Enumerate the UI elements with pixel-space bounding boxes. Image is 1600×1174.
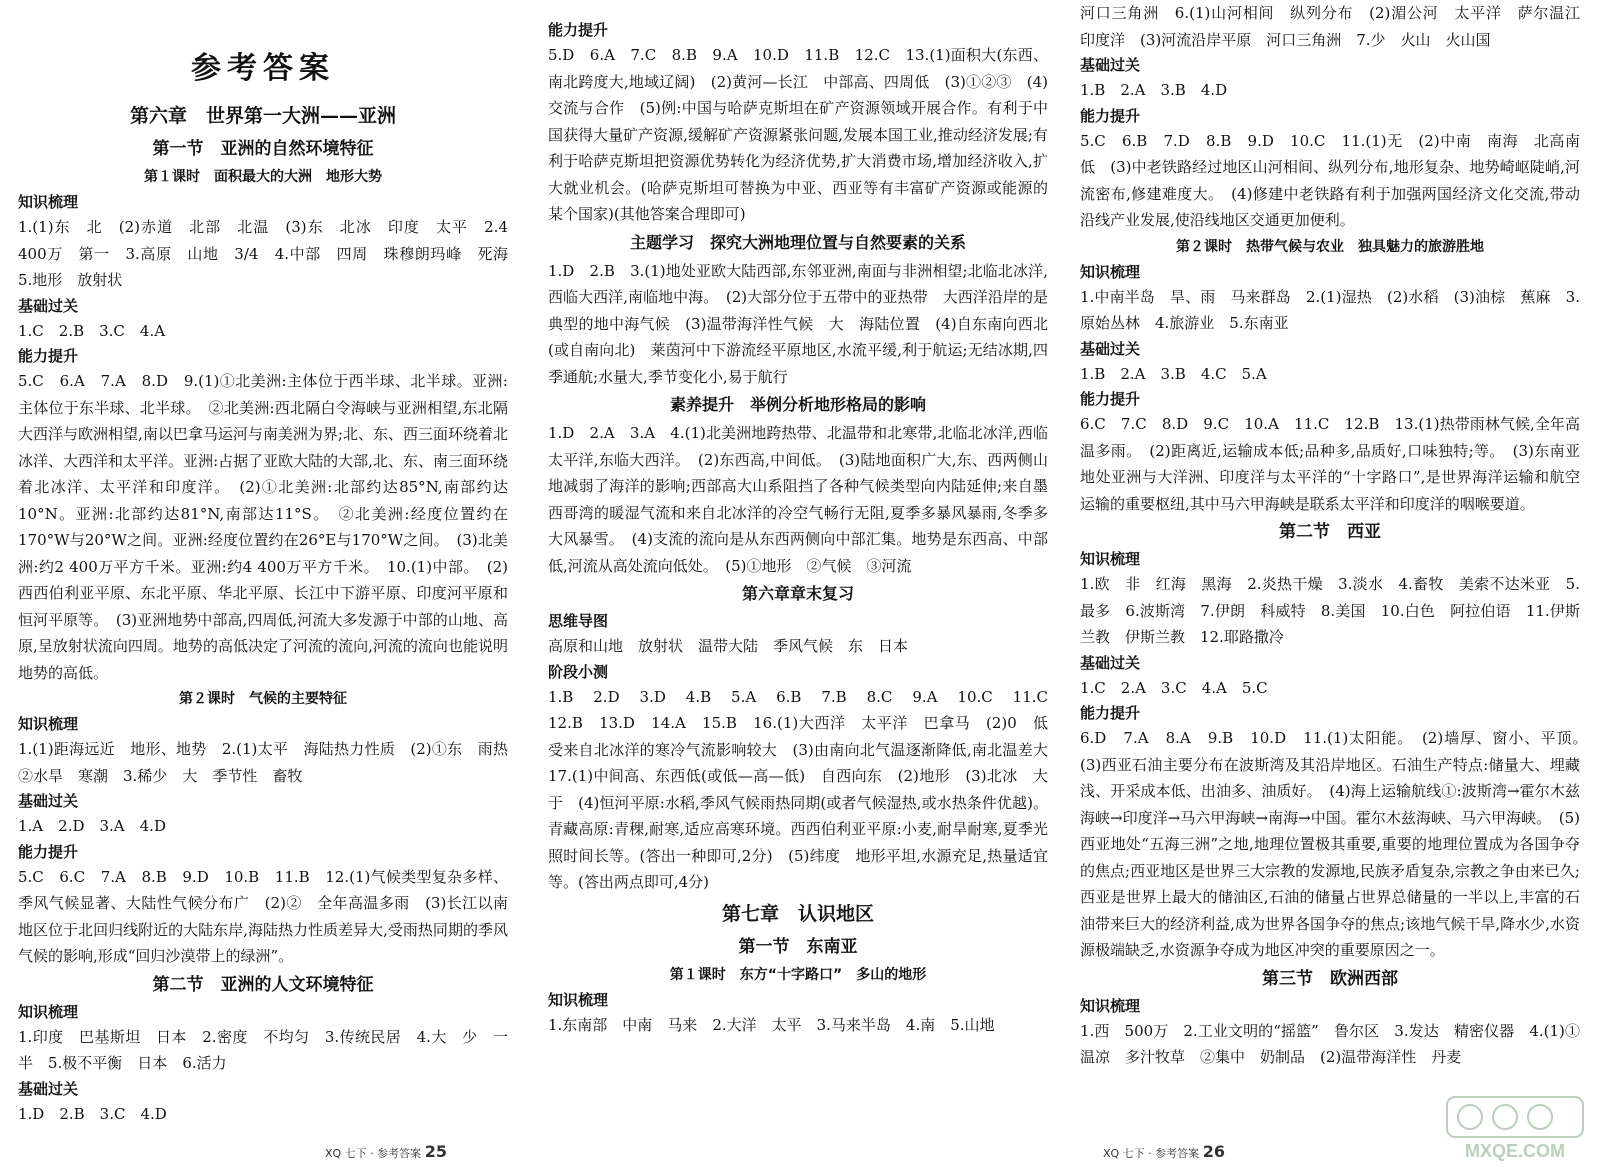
topic-heading: 主题学习 探究大洲地理位置与自然要素的关系 [629, 232, 966, 252]
section-heading: 第一节 亚洲的自然环境特征 [152, 139, 374, 159]
lesson-heading: 第１课时 东方“十字路口” 多山的地形 [669, 966, 927, 983]
subsection-label: 基础过关 [18, 1079, 79, 1098]
subsection-label: 知识梳理 [1080, 550, 1141, 568]
subsection-label: 能力提升 [548, 21, 609, 39]
subsection-label: 思维导图 [548, 612, 609, 630]
footer-left [325, 1142, 447, 1161]
section-heading: 第二节 西亚 [1279, 522, 1381, 542]
page-number-right: 26 [1202, 1142, 1225, 1161]
subsection-label: 知识梳理 [548, 990, 609, 1009]
answer-paragraph: 6.C 7.C 8.D 9.C 10.A 11.C 12.B 13.(1)热带雨林气候,全年高温多雨。 (2)距离近,运输成本低;品种多,品质好,口味独特;等。 (3)东南亚地处亚洲与大洋洲、印度洋与太平洋的“十字路口”,是世界海洋运输和航空运输的重要枢纽,其中马六甲海峡是联系太平洋和印度洋的咽喉要道。 [1080, 415, 1580, 513]
section-heading: 第二节 亚洲的人文环境特征 [152, 974, 374, 995]
subsection-label: 能力提升 [1080, 704, 1141, 722]
topic-heading: 素养提升 举例分析地形格局的影响 [669, 395, 926, 414]
section-heading: 第三节 欧洲西部 [1262, 968, 1398, 989]
subsection-label: 知识梳理 [18, 715, 79, 733]
answer-paragraph: 1.印度 巴基斯坦 日本 2.密度 不均匀 3.传统民居 4.大 少 一半 5.极不平衡 日本 6.活力 [18, 1027, 508, 1072]
subsection-label: 知识梳理 [18, 193, 79, 211]
subsection-label: 能力提升 [1080, 106, 1141, 125]
answer-paragraph: 高原和山地 放射状 温带大陆 季风气候 东 日本 [548, 637, 909, 655]
topic-heading: 第六章章末复习 [741, 584, 854, 603]
answer-paragraph: 1.中南半岛 旱、雨 马来群岛 2.(1)湿热 (2)水稻 (3)油棕 蕉麻 3.原始丛林 4.旅游业 5.东南亚 [1080, 287, 1580, 332]
watermark-text: MXQE.COM [1464, 1141, 1566, 1161]
watermark-logo [1445, 1095, 1585, 1165]
answer-paragraph: 6.D 7.A 8.A 9.B 10.D 11.(1)太阳能。 (2)墙厚、窗小、平顶。 (3)西亚石油主要分布在波斯湾及其沿岸地区。石油生产特点:储量大、埋藏浅、开采成本低、出油多、油质好。 (4)海上运输航线①:波斯湾→霍尔木兹海峡→印度洋→马六甲海峡→南海→中国。霍尔木兹海峡、马六甲海峡。 (5)西亚地处“五海三洲”之地,地理位置极其重要,重要的地理位置成为各国争夺的焦点;西亚地区是世界三大宗教的发源地,民族矛盾复杂,宗教之争由来已久;西亚是世界上最大的储油区,石油的储量占世界总储量的一半以上,丰富的石油带来巨大的经济利益,成为世界各国争夺的焦点;该地气候干旱,降水少,水资源极端缺乏,水资源争夺成为地区冲突的重要原因之一。 [1080, 729, 1596, 959]
page-number-left: 25 [424, 1142, 447, 1161]
answer-paragraph: 河口三角洲 6.(1)山河相间 纵列分布 (2)湄公河 太平洋 萨尔温江 印度洋 (3)河流沿岸平原 河口三角洲 7.少 火山 火山国 [1080, 4, 1596, 49]
footer-left-label: XQ 七下 · 参考答案 [325, 1147, 422, 1160]
page-title: 参考答案 [191, 51, 335, 86]
chapter-heading: 第六章 世界第一大洲——亚洲 [129, 105, 396, 127]
subsection-label: 基础过关 [18, 296, 79, 315]
answer-paragraph: 5.C 6.C 7.A 8.B 9.D 10.B 11.B 12.(1)气候类型复杂多样、季风气候显著、大陆性气候分布广 (2)② 全年高温多雨 (3)长江以南地区位于北回归线附近的大陆东岸,海陆热力性质差异大,受雨热同期的季风气候的影响,形成“回归沙漠带上的绿洲”。 [18, 867, 508, 965]
subsection-label: 基础过关 [1080, 653, 1141, 672]
column-middle-body [548, 18, 1064, 1038]
subsection-label: 阶段小测 [548, 662, 609, 681]
lesson-heading: 第２课时 热带气候与农业 独具魅力的旅游胜地 [1176, 238, 1484, 255]
subsection-label: 基础过关 [1080, 56, 1141, 74]
answer-paragraph: 1.西 500万 2.工业文明的“摇篮” 鲁尔区 3.发达 精密仪器 4.(1)①温凉 多汁牧草 ②集中 奶制品 (2)温带海洋性 丹麦 [1080, 1021, 1580, 1066]
answer-paragraph: 1.A 2.D 3.A 4.D [18, 817, 166, 835]
column-right [1080, 0, 1596, 1071]
subsection-label: 能力提升 [18, 347, 79, 365]
subsection-label: 能力提升 [1080, 390, 1141, 408]
chapter-heading: 第七章 认识地区 [721, 902, 874, 925]
answer-paragraph: 5.D 6.A 7.C 8.B 9.A 10.D 11.B 12.C 13.(1)面积大(东西、南北跨度大,地域辽阔) (2)黄河—长江 中部高、四周低 (3)①②③ (4)交流与合作 (5)例:中国与哈萨克斯坦在矿产资源领域开展合作。有利于中国获得大量矿产资源,缓解矿产资源紧张问题,发展本国工业,推动经济发展;有利于哈萨克斯坦把资源优势转化为经济优势,扩大消费市场,增加经济收入,扩大就业机会。(哈萨克斯坦可替换为中亚、西亚等有丰富矿产资源或能源的某个国家)(其他答案合理即可) [548, 46, 1048, 223]
subsection-label: 知识梳理 [1080, 996, 1141, 1015]
answer-paragraph: 1.B 2.A 3.B 4.D [1080, 81, 1228, 99]
answer-paragraph: 1.D 2.B 3.(1)地处亚欧大陆西部,东邻亚洲,南面与非洲相望;北临北冰洋,西临大西洋,南临地中海。 (2)大部分位于五带中的亚热带 大西洋沿岸的是典型的地中海气候 (3)温带海洋性气候 大 海陆位置 (4)自东南向西北(或自南向北) 莱茵河中下游流经平原地区,水流平缓,利于航运;无结冰期,四季通航;水量大,季节变化小,易于航行 [548, 261, 1048, 386]
column-left-body [18, 98, 524, 1127]
column-right-body [1080, 0, 1596, 1071]
subsection-label: 知识梳理 [1080, 262, 1141, 281]
subsection-label: 基础过关 [1080, 339, 1141, 358]
footer-right-label: XQ 七下 · 参考答案 [1103, 1147, 1200, 1160]
answer-paragraph: 1.B 2.A 3.B 4.C 5.A [1080, 364, 1267, 383]
footer-right [1103, 1142, 1225, 1161]
answer-paragraph: 1.C 2.A 3.C 4.A 5.C [1080, 678, 1268, 697]
answer-paragraph: 1.(1)东 北 (2)赤道 北部 北温 (3)东 北冰 印度 太平 2.4 400万 第一 3.高原 山地 3/4 4.中部 四周 珠穆朗玛峰 死海 5.地形 放射状 [18, 218, 524, 289]
answer-paragraph: 5.C 6.A 7.A 8.D 9.(1)①北美洲:主体位于西半球、北半球。亚洲:主体位于东半球、北半球。 ②北美洲:西北隔白令海峡与亚洲相望,东北隔大西洋与欧洲相望,南以巴拿马运河与南美洲为界;北、东、西三面环绕着北冰洋、大西洋和太平洋。亚洲:占据了亚欧大陆的大部,北、东、南三面环绕着北冰洋、太平洋和印度洋。 (2)①北美洲:北部约达85°N,南部约达10°N。亚洲:北部约达81°N,南部达11°S。 ②北美洲:经度位置约在170°W与20°W之间。亚洲:经度位置约在26°E与170°W之间。 (3)北美洲:约2 400万平方千米。亚洲:约4 400万平方千米。 10.(1)中部。 (2)西西伯利亚平原、东北平原、华北平原、长江中下游平原、印度河平原和恒河平原等。 (3)亚洲地势中部高,四周低,河流大多发源于中部的山地、高原,呈放射状流向四周。地势的高低决定了河流的流向,河流的流向也能说明地势的高低。 [18, 372, 508, 682]
subsection-label: 基础过关 [18, 792, 79, 810]
answer-paragraph: 5.C 6.B 7.D 8.B 9.D 10.C 11.(1)无 (2)中南 南海 北高南低 (3)中老铁路经过地区山河相间、纵列分布,地形复杂、地势崎岖陡峭,河流密布,修建难度大。 (4)修建中老铁路有利于加强两国经济文化交流,带动沿线产业发展,使沿线地区交通更加便利。 [1080, 131, 1580, 229]
section-heading: 第一节 东南亚 [738, 936, 858, 957]
answer-paragraph: 1.C 2.B 3.C 4.A [18, 321, 166, 340]
subsection-label: 知识梳理 [18, 1002, 79, 1021]
answer-paragraph: 1.欧 非 红海 黑海 2.炎热干燥 3.淡水 4.畜牧 美索不达米亚 5.最多 6.波斯湾 7.伊朗 科威特 8.美国 10.白色 阿拉伯语 11.伊斯兰教 伊斯兰教 12.耶路撒冷 [1080, 575, 1580, 646]
column-left [18, 0, 524, 1127]
answer-paragraph: 1.D 2.A 3.A 4.(1)北美洲地跨热带、北温带和北寒带,北临北冰洋,西临太平洋,东临大西洋。 (2)东西高,中间低。 (3)陆地面积广大,东、西两侧山地减弱了海洋的影响;西部高大山系阻挡了各种气候类型向内陆延伸;来自墨西哥湾的暖湿气流和来自北冰洋的冷空气畅行无阻,夏季多暴风暴雨,冬季多大风暴雪。 (4)支流的流向是从东西两侧向中部汇集。地势是东西高、中部低,河流从高处流向低处。 (5)①地形 ②气候 ③河流 [548, 424, 1048, 575]
subsection-label: 能力提升 [18, 842, 79, 861]
column-middle [548, 18, 1064, 1038]
lesson-heading: 第１课时 面积最大的大洲 地形大势 [144, 169, 382, 185]
answer-paragraph: 1.(1)距海远近 地形、地势 2.(1)太平 海陆热力性质 (2)①东 雨热 ②水旱 寒潮 3.稀少 大 季节性 畜牧 [18, 740, 524, 785]
lesson-heading: 第２课时 气候的主要特征 [179, 691, 347, 707]
answer-paragraph: 1.D 2.B 3.C 4.D [18, 1104, 167, 1123]
answer-paragraph: 1.东南部 中南 马来 2.大洋 太平 3.马来半岛 4.南 5.山地 [548, 1015, 995, 1034]
answer-paragraph: 1.B 2.D 3.D 4.B 5.A 6.B 7.B 8.C 9.A 10.C 11.C 12.B 13.D 14.A 15.B 16.(1)大西洋 太平洋 巴拿马 (2)0 低 受来自北冰洋的寒冷气流影响较大 (3)由南向北气温逐渐降低,南北温差大 17.(1)中间高、东西低(或低—高—低) 自西向东 (2)地形 (3)北冰 大于 (4)恒河平原:水稻,季风气候雨热同期(或者气候湿热,或水热条件优越)。青藏高原:青稞,耐寒,适应高寒环境。西西伯利亚平原:小麦,耐旱耐寒,夏季光照时间长等。(答出一种即可,2分) (5)纬度 地形平坦,水源充足,热量适宜等。(答出两点即可,4分) [548, 687, 1064, 891]
